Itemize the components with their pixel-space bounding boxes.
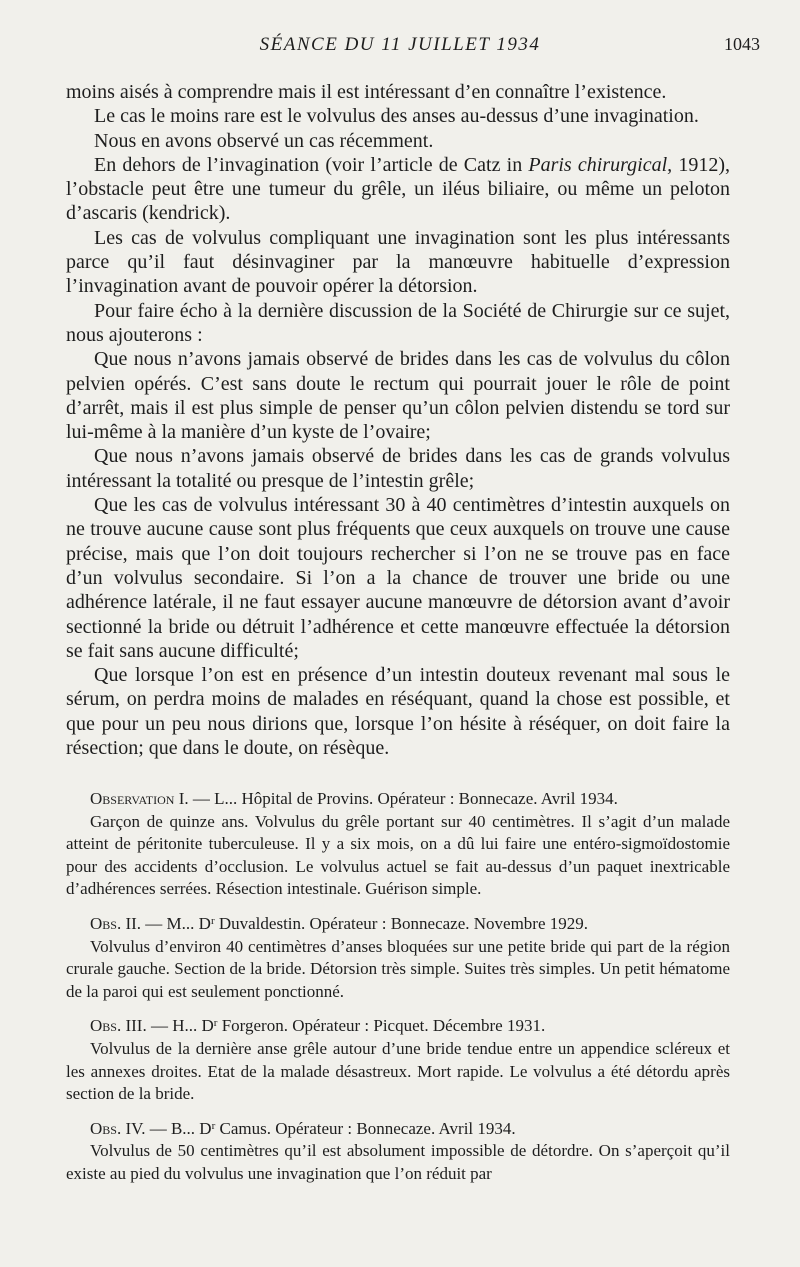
observation-body: Volvulus d’environ 40 centimètres d’anses bloquées sur une petite bride qui part de la région crurale gauche. Section de la bride. Détorsion très simple. Suites très simples. Un petit hématome de la paroi qui est seulement ponctionné. (66, 936, 730, 1001)
observation-label: Obs. III. (90, 1016, 147, 1036)
paragraph: Le cas le moins rare est le volvulus des anses au-dessus d’une invagination. (94, 105, 699, 128)
paragraph-text: 1912), l’obstacle peut être une tumeur du grêle, un iléus biliaire, ou même un peloton d’ascaris (kendrick). (66, 153, 731, 225)
running-title: SÉANCE DU 11 JUILLET 1934 (259, 34, 541, 55)
journal-citation: Paris chirurgical, (528, 153, 673, 176)
paragraph: Nous en avons observé un cas récemment. (94, 129, 434, 152)
paragraph: Que nous n’avons jamais observé de brides dans les cas de grands volvulus intéressant la totalité ou presque de l’intestin grêle; (66, 445, 730, 492)
observation (66, 1015, 730, 1105)
observation-header-text: — L... Hôpital de Provins. Opérateur : Bonnecaze. Avril 1934. (188, 789, 618, 808)
paragraph: Que lorsque l’on est en présence d’un intestin douteux revenant mal sous le sérum, on perdra moins de malades en réséquant, quand la chose est possible, et que pour un peu nous dirions que, lorsque l’on hésite à réséquer, on doit faire la résection; que dans le doute, on résèque. (66, 664, 730, 760)
superscript: r (211, 1119, 216, 1132)
paragraph: Que nous n’avons jamais observé de brides dans les cas de volvulus du côlon pelvien opérés. C’est sans doute le rectum qui pourrait jouer le rôle de point d’arrêt, mais il est plus simple de penser qu’un côlon pelvien distendu se tord sur lui-même à la manière d’un kyste de l’ovaire; (66, 348, 730, 444)
paragraph: Que les cas de volvulus intéressant 30 à 40 centimètres d’intestin auxquels on ne trouve aucune cause sont plus fréquents que ceux auxquels on trouve une cause précise, mais que l’on doit toujours rechercher si l’on ne se trouve pas en face d’un volvulus secondaire. Si l’on a la chance de trouver une bride ou une adhérence latérale, il ne faut essayer aucune manœuvre de détorsion avant d’avoir sectionné la bride ou détruit l’adhérence et cette manœuvre effectuée la détorsion se fait sans aucune difficulté; (66, 494, 730, 662)
observation-header-text: Forgeron. Opérateur : Picquet. Décembre 1931. (217, 1016, 546, 1036)
observation-header-text: Duvaldestin. Opérateur : Bonnecaze. Novembre 1929. (214, 913, 589, 933)
running-header (0, 34, 800, 60)
observation (66, 913, 730, 1003)
observation-body: Garçon de quinze ans. Volvulus du grêle portant sur 40 centimètres. Il s’agit d’un malade atteint de péritonite tuberculeuse. Il y a six mois, on a dû lui faire une entéro-sigmoïdostomie pour des accidents d’occlusion. Le volvulus actuel se fait au-dessus d’un paquet inextricable d’adhérences serrées. Résection intestinale. Guérison simple. (66, 811, 730, 899)
observation (66, 1118, 730, 1186)
paragraph: moins aisés à comprendre mais il est intéressant d’en connaître l’existence. (66, 81, 667, 103)
observation-label: Observation I. (90, 789, 189, 808)
observation-doctor-prefix: — M... D (141, 913, 211, 933)
main-text (66, 80, 730, 760)
superscript: r (210, 914, 215, 927)
paragraph: Pour faire écho à la dernière discussion de la Société de Chirurgie sur ce sujet, nous ajouterons : (66, 299, 730, 346)
paragraph (66, 153, 730, 226)
superscript: r (213, 1017, 218, 1030)
observations (66, 788, 730, 1198)
observation-label: Obs. II. (90, 913, 142, 933)
observation-header (66, 1015, 730, 1038)
observation-header (66, 913, 730, 936)
observation-doctor-prefix: — B... D (145, 1118, 212, 1138)
observation-label: Obs. IV. (90, 1118, 146, 1138)
observation-header-text: Camus. Opérateur : Bonnecaze. Avril 1934. (215, 1118, 516, 1138)
observation-doctor-prefix: — H... D (146, 1016, 214, 1036)
page-number: 1043 (724, 34, 760, 54)
paragraph: Les cas de volvulus compliquant une invagination sont les plus intéressants parce qu’il faut désinvaginer par la manœuvre habituelle d’expression l’invagination avant de pouvoir opérer la détorsion. (66, 226, 730, 298)
paragraph-text: En dehors de l’invagination (voir l’article de Catz in (94, 153, 529, 176)
observation-header (66, 1118, 730, 1141)
observation-header (66, 788, 730, 811)
observation (66, 788, 730, 901)
observation-body: Volvulus de 50 centimètres qu’il est absolument impossible de détordre. On s’aperçoit qu’il existe au pied du volvulus une invagination que l’on réduit par (66, 1141, 730, 1183)
observation-body: Volvulus de la dernière anse grêle autour d’une bride tendue entre un appendice scléreux et les annexes droites. Etat de la malade désastreux. Mort rapide. Le volvulus a été détordu après section de la bride. (66, 1038, 730, 1104)
